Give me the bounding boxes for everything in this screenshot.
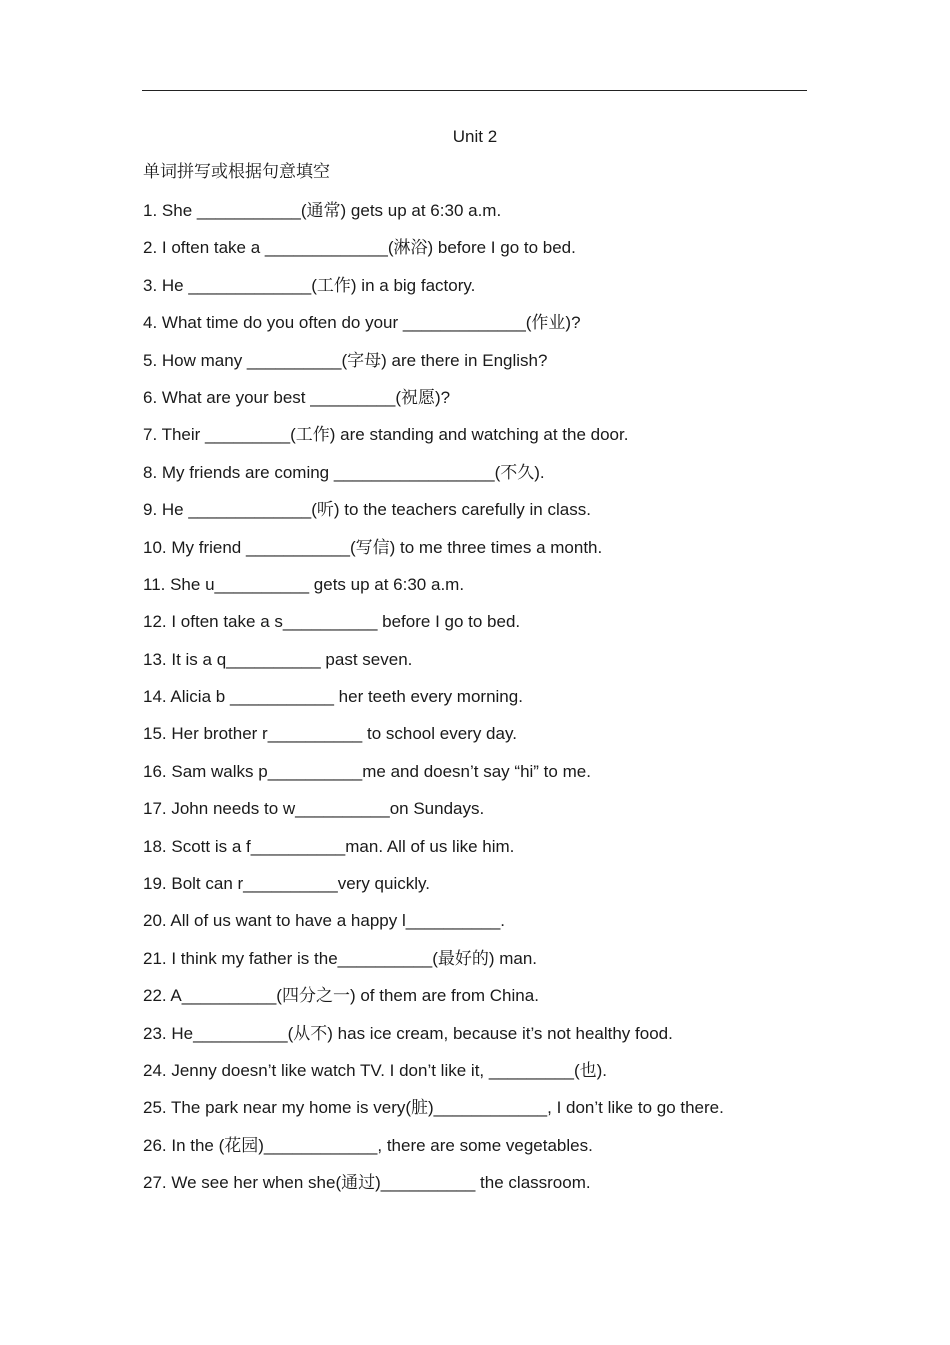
question-item: 27. We see her when she(通过)__________ the classroom. (143, 1173, 591, 1193)
question-item: 16. Sam walks p__________me and doesn’t say “hi” to me. (143, 761, 591, 781)
question-item: 26. In the (花园)____________, there are some vegetables. (143, 1135, 593, 1155)
question-item: 24. Jenny doesn’t like watch TV. I don’t like it, _________(也). (143, 1060, 607, 1080)
question-item: 1. She ___________(通常) gets up at 6:30 a.m. (143, 201, 502, 220)
question-item: 9. He _____________(听) to the teachers carefully in class. (143, 500, 591, 520)
question-item: 21. I think my father is the__________(最好的) man. (143, 948, 538, 968)
question-item: 3. He _____________(工作) in a big factory. (143, 275, 476, 295)
question-item: 6. What are your best _________(祝愿)? (143, 387, 451, 407)
question-item: 2. I often take a _____________(淋浴) before I go to bed. (143, 238, 576, 258)
question-item: 15. Her brother r__________ to school every day. (143, 724, 517, 744)
question-item: 10. My friend ___________(写信) to me three times a month. (143, 537, 603, 557)
question-item: 23. He__________(从不) has ice cream, because it’s not healthy food. (143, 1023, 673, 1043)
header-rule (142, 90, 807, 91)
page-title: Unit 2 (452, 127, 498, 146)
question-item: 22. A__________(四分之一) of them are from China. (143, 986, 539, 1006)
question-item: 20. All of us want to have a happy l__________. (143, 911, 505, 931)
question-item: 25. The park near my home is very(脏)____________, I don’t like to go there. (143, 1098, 724, 1118)
question-item: 14. Alicia b ___________ her teeth every morning. (143, 687, 523, 707)
question-item: 7. Their _________(工作) are standing and watching at the door. (143, 425, 629, 445)
question-item: 11. She u__________ gets up at 6:30 a.m. (143, 574, 465, 594)
question-item: 5. How many __________(字母) are there in English? (143, 350, 548, 370)
section-heading: 单词拼写或根据句意填空 (143, 162, 330, 182)
question-item: 17. John needs to w__________on Sundays. (143, 799, 485, 819)
question-item: 8. My friends are coming _________________(不久). (143, 462, 545, 482)
question-list (143, 200, 724, 1210)
question-item: 4. What time do you often do your _____________(作业)? (143, 313, 581, 333)
question-item: 13. It is a q__________ past seven. (143, 649, 413, 669)
question-item: 18. Scott is a f__________man. All of us like him. (143, 836, 515, 856)
question-item: 19. Bolt can r__________very quickly. (143, 874, 430, 894)
question-item: 12. I often take a s__________ before I go to bed. (143, 612, 521, 632)
